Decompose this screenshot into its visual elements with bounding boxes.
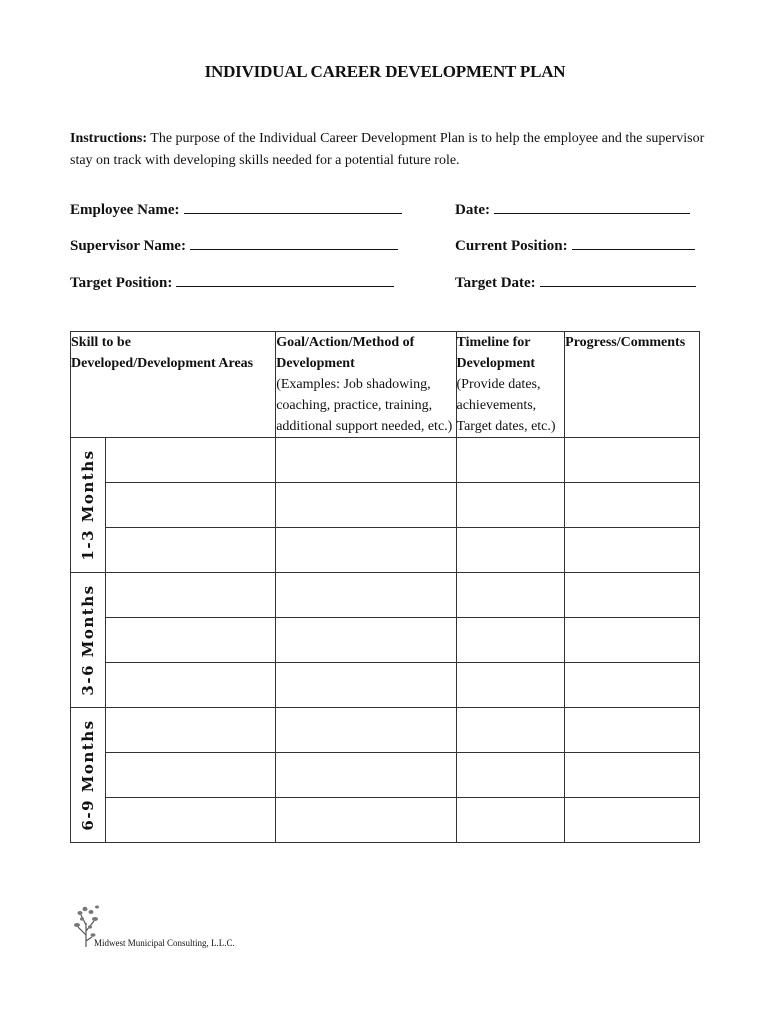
date-field[interactable] bbox=[455, 199, 690, 219]
target-date-label: Target Date: bbox=[455, 275, 536, 291]
header-skill: Skill to be Developed/Development Areas bbox=[71, 332, 276, 438]
timeline-cell[interactable] bbox=[456, 708, 565, 753]
table-header-row bbox=[71, 332, 700, 438]
goal-cell[interactable] bbox=[276, 798, 456, 843]
progress-cell[interactable] bbox=[565, 483, 700, 528]
skill-cell[interactable] bbox=[105, 663, 275, 708]
timeline-cell[interactable] bbox=[456, 573, 565, 618]
skill-cell[interactable] bbox=[105, 483, 275, 528]
employee-name-field[interactable] bbox=[70, 199, 402, 219]
timeline-cell[interactable] bbox=[456, 618, 565, 663]
header-timeline: Timeline for Development (Provide dates, achievements, Target dates, etc.) bbox=[456, 332, 565, 438]
header-progress: Progress/Comments bbox=[565, 332, 700, 438]
employee-name-label: Employee Name: bbox=[70, 202, 180, 218]
table-row bbox=[71, 708, 700, 753]
goal-cell[interactable] bbox=[276, 438, 456, 483]
progress-cell[interactable] bbox=[565, 663, 700, 708]
progress-cell[interactable] bbox=[565, 528, 700, 573]
goal-cell[interactable] bbox=[276, 528, 456, 573]
supervisor-name-field[interactable] bbox=[70, 235, 398, 255]
progress-cell[interactable] bbox=[565, 618, 700, 663]
header-goal: Goal/Action/Method of Development (Examples: Job shadowing, coaching, practice, training, additional support needed, etc.) bbox=[276, 332, 456, 438]
timeline-cell[interactable] bbox=[456, 753, 565, 798]
supervisor-name-line[interactable] bbox=[190, 235, 398, 250]
progress-cell[interactable] bbox=[565, 573, 700, 618]
supervisor-name-label: Supervisor Name: bbox=[70, 238, 186, 254]
progress-cell[interactable] bbox=[565, 708, 700, 753]
table-row bbox=[71, 618, 700, 663]
timeline-cell[interactable] bbox=[456, 483, 565, 528]
current-position-label: Current Position: bbox=[455, 238, 568, 254]
target-position-field[interactable] bbox=[70, 272, 394, 292]
skill-cell[interactable] bbox=[105, 438, 275, 483]
skill-cell[interactable] bbox=[105, 708, 275, 753]
goal-cell[interactable] bbox=[276, 573, 456, 618]
document-title: INDIVIDUAL CAREER DEVELOPMENT PLAN bbox=[204, 62, 566, 81]
target-position-label: Target Position: bbox=[70, 275, 173, 291]
table-row bbox=[71, 573, 700, 618]
goal-cell[interactable] bbox=[276, 753, 456, 798]
timeline-cell[interactable] bbox=[456, 528, 565, 573]
skill-cell[interactable] bbox=[105, 573, 275, 618]
skill-cell[interactable] bbox=[105, 753, 275, 798]
period-3-6-months: 3-6 Months bbox=[71, 573, 106, 708]
table-row bbox=[71, 753, 700, 798]
goal-cell[interactable] bbox=[276, 618, 456, 663]
timeline-cell[interactable] bbox=[456, 663, 565, 708]
current-position-line[interactable] bbox=[572, 235, 695, 250]
table-row bbox=[71, 483, 700, 528]
timeline-cell[interactable] bbox=[456, 798, 565, 843]
progress-cell[interactable] bbox=[565, 753, 700, 798]
target-position-line[interactable] bbox=[176, 272, 394, 287]
period-6-9-months: 6-9 Months bbox=[71, 708, 106, 843]
table-row bbox=[71, 438, 700, 483]
table-row bbox=[71, 663, 700, 708]
date-line[interactable] bbox=[494, 199, 690, 214]
progress-cell[interactable] bbox=[565, 798, 700, 843]
timeline-cell[interactable] bbox=[456, 438, 565, 483]
instructions-text: The purpose of the Individual Career Development Plan is to help the employee and the supervisor stay on track with developing skills needed for a potential future role. bbox=[70, 131, 705, 168]
target-date-line[interactable] bbox=[540, 272, 696, 287]
date-label: Date: bbox=[455, 202, 490, 218]
target-date-field[interactable] bbox=[455, 272, 696, 292]
skill-cell[interactable] bbox=[105, 528, 275, 573]
development-plan-table bbox=[70, 331, 700, 843]
table-row bbox=[71, 798, 700, 843]
footer bbox=[72, 903, 272, 953]
goal-cell[interactable] bbox=[276, 483, 456, 528]
company-name: Midwest Municipal Consulting, L.L.C. bbox=[94, 938, 235, 948]
instructions bbox=[70, 128, 710, 172]
table-row bbox=[71, 528, 700, 573]
goal-cell[interactable] bbox=[276, 708, 456, 753]
employee-name-line[interactable] bbox=[184, 199, 402, 214]
current-position-field[interactable] bbox=[455, 235, 695, 255]
skill-cell[interactable] bbox=[105, 618, 275, 663]
instructions-label: Instructions: bbox=[70, 131, 148, 146]
period-1-3-months: 1-3 Months bbox=[71, 438, 106, 573]
progress-cell[interactable] bbox=[565, 438, 700, 483]
skill-cell[interactable] bbox=[105, 798, 275, 843]
goal-cell[interactable] bbox=[276, 663, 456, 708]
